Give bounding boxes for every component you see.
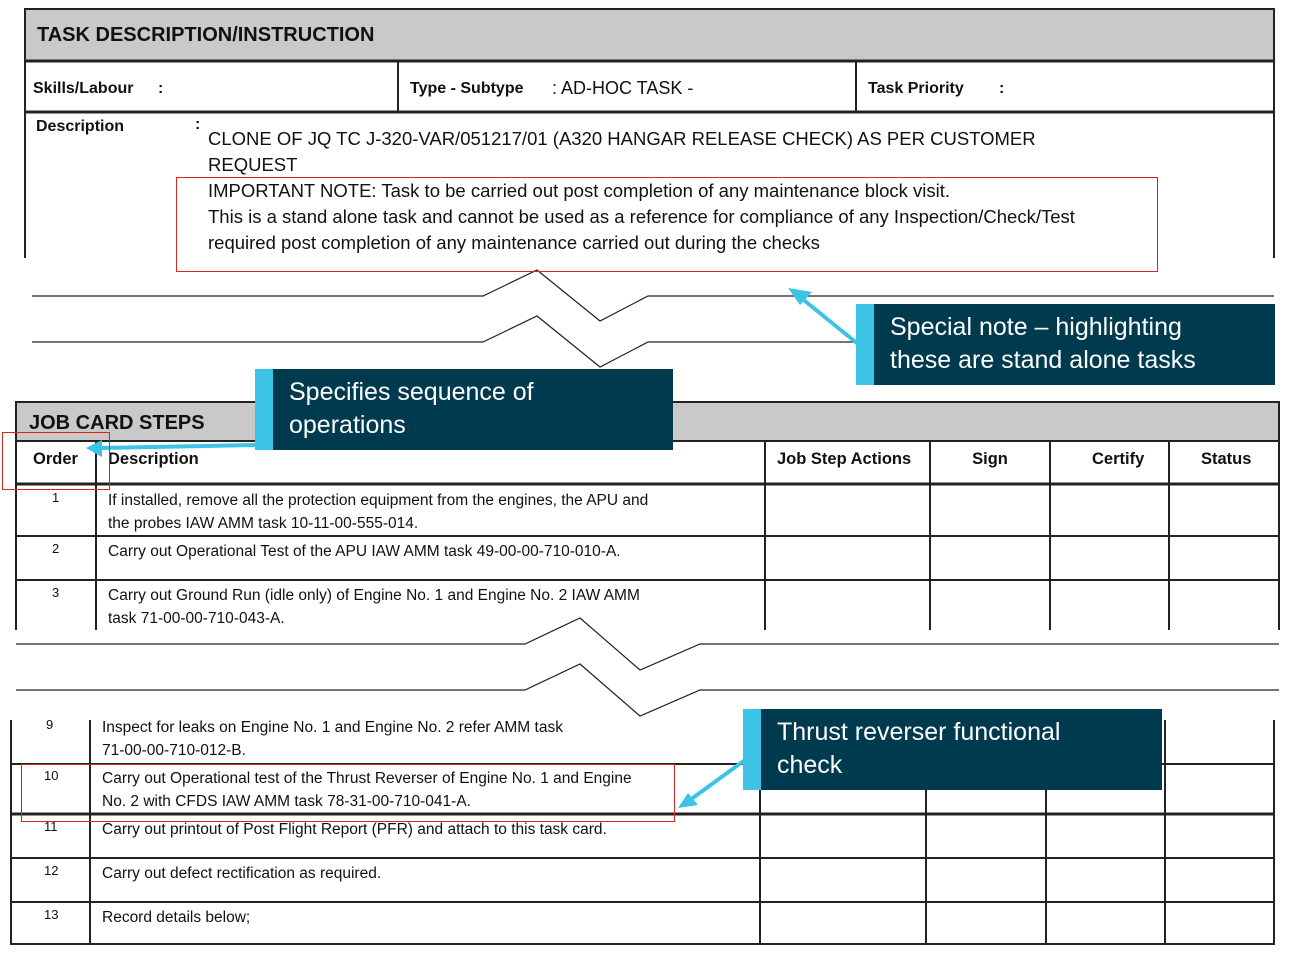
callout-thrust-reverser (743, 709, 1162, 790)
step-order: 3 (52, 585, 60, 600)
jobcard-title: JOB CARD STEPS (29, 412, 205, 434)
skills-label: Skills/Labour (33, 80, 134, 97)
step-description (108, 489, 648, 535)
task-section-title: TASK DESCRIPTION/INSTRUCTION (37, 24, 375, 46)
skills-colon: : (158, 80, 164, 97)
type-value: : AD-HOC TASK - (552, 78, 694, 98)
description-line: required post completion of any maintenance carried out during the checks (208, 232, 820, 253)
priority-colon: : (999, 80, 1005, 97)
col-certify-header: Certify (1092, 450, 1145, 468)
step-line: Carry out Ground Run (idle only) of Engine No. 1 and Engine No. 2 IAW AMM (108, 587, 640, 604)
col-sign-header: Sign (972, 450, 1008, 468)
col-actions-header: Job Step Actions (777, 450, 912, 468)
description-colon: : (195, 116, 201, 133)
break-mark (16, 618, 1279, 716)
order-column-highlight (2, 432, 110, 490)
description-line: REQUEST (208, 154, 298, 175)
callout-special-note (856, 304, 1275, 385)
step-line: Carry out Operational test of the Thrust Reverser of Engine No. 1 and Engine (102, 770, 632, 787)
step-description (108, 540, 621, 563)
callout-accent-bar (743, 709, 761, 790)
callout-accent-bar (255, 369, 273, 450)
callout-line: Specifies sequence of (289, 378, 534, 406)
priority-label: Task Priority (868, 80, 964, 97)
step-line: Record details below; (102, 909, 251, 926)
step-line: the probes IAW AMM task 10-11-00-555-014. (108, 515, 419, 532)
description-line: IMPORTANT NOTE: Task to be carried out post completion of any maintenance block visit. (208, 180, 951, 201)
step-line: 71-00-00-710-012-B. (102, 742, 246, 759)
step-line: Inspect for leaks on Engine No. 1 and Engine No. 2 refer AMM task (102, 719, 563, 736)
callout-line: these are stand alone tasks (890, 346, 1196, 374)
callout-sequence (255, 369, 673, 450)
callout-line: operations (289, 411, 406, 439)
important-note-highlight (176, 177, 1158, 272)
type-label: Type - Subtype (410, 80, 524, 97)
step-order: 2 (52, 541, 60, 556)
step-order: 13 (44, 907, 59, 922)
col-order-header: Order (33, 450, 78, 468)
step-description (102, 906, 250, 929)
step-line: No. 2 with CFDS IAW AMM task 78-31-00-710-041-A. (102, 793, 471, 810)
callout-line: Special note – highlighting (890, 313, 1182, 341)
thrust-reverser-highlight (21, 764, 675, 822)
step-order: 12 (44, 863, 59, 878)
step-description (108, 584, 640, 630)
step-order: 11 (44, 819, 58, 834)
step-description (102, 716, 563, 762)
step-description (102, 818, 607, 841)
step-description (102, 862, 381, 885)
step-line: If installed, remove all the protection equipment from the engines, the APU and (108, 492, 649, 509)
callout-accent-bar (856, 304, 874, 385)
step-order: 1 (52, 490, 60, 505)
col-status-header: Status (1201, 450, 1252, 468)
step-line: task 71-00-00-710-043-A. (108, 610, 285, 627)
step-line: Carry out Operational Test of the APU IAW AMM task 49-00-00-710-010-A. (108, 543, 621, 560)
description-line: CLONE OF JQ TC J-320-VAR/051217/01 (A320 HANGAR RELEASE CHECK) AS PER CUSTOMER (208, 128, 1036, 149)
step-line: Carry out defect rectification as required. (102, 865, 382, 882)
step-order: 10 (44, 768, 59, 783)
col-description-header: Description (108, 450, 199, 468)
callout-line: Thrust reverser functional (777, 718, 1061, 746)
description-line: This is a stand alone task and cannot be used as a reference for compliance of any Inspection/Check/Test (208, 206, 1075, 227)
description-label: Description (36, 118, 125, 135)
step-line: Carry out printout of Post Flight Report (PFR) and attach to this task card. (102, 821, 607, 838)
step-order: 9 (46, 717, 54, 732)
callout-line: check (777, 751, 843, 779)
